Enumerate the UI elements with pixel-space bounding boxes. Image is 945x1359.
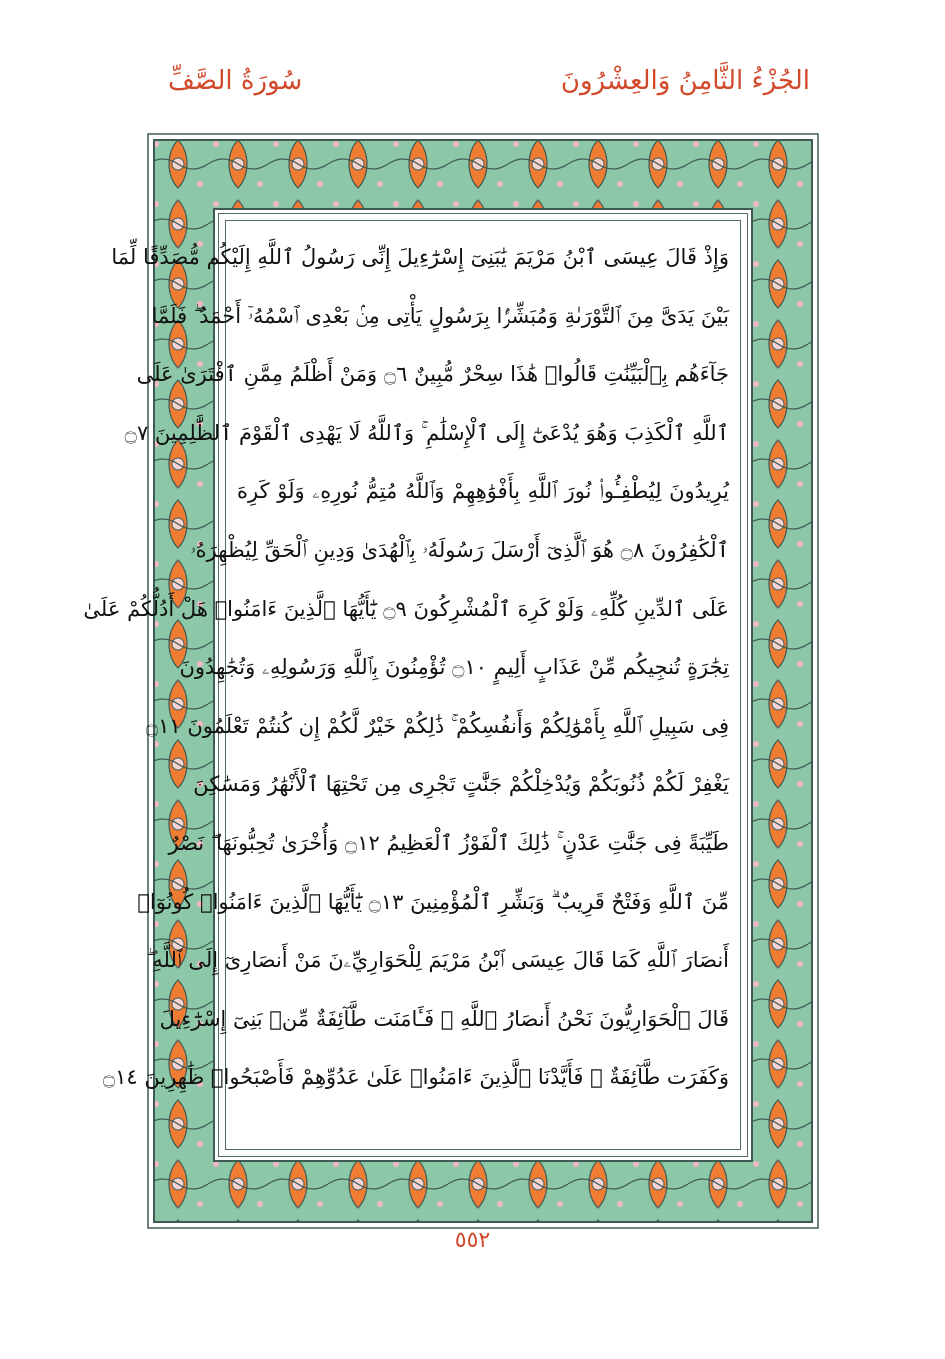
verse-panel [83,213,748,1157]
verse-line: مِّنَ ٱللَّهِ وَفَتْحٌ قَرِيبٌ ۗ وَبَشِّرِ ٱلْمُؤْمِنِينَ ۝١٣ يَٰٓأَيُّهَا ٱلَّذِينَ ءَامَنُوا۟ كُونُوٓا۟ [137,889,729,914]
verse-line: يَغْفِرْ لَكُمْ ذُنُوبَكُمْ وَيُدْخِلْكُمْ جَنَّٰتٍ تَجْرِى مِن تَحْتِهَا ٱلْأَنْهَٰرُ وَمَسَٰكِنَ [193,772,729,797]
verse-line: قَالَ ٱلْحَوَارِيُّونَ نَحْنُ أَنصَارُ ٱللَّهِ ۖ فَـَٔامَنَت طَّآئِفَةٌ مِّنۢ بَنِىٓ إِسْرَٰٓءِيلَ [159,1006,729,1031]
verse-line: يُرِيدُونَ لِيُطْفِـُٔوا۟ نُورَ ٱللَّهِ بِأَفْوَٰهِهِمْ وَٱللَّهُ مُتِمُّ نُورِهِۦ وَلَوْ كَرِهَ [237,479,729,504]
verse-line: فِى سَبِيلِ ٱللَّهِ بِأَمْوَٰلِكُمْ وَأَنفُسِكُمْ ۚ ذَٰلِكُمْ خَيْرٌ لَّكُمْ إِن كُنتُمْ تَعْلَمُونَ ۝١١ [145,713,729,738]
page-number: ٥٥٢ [454,1228,491,1253]
page-header [150,66,810,106]
verse-line: عَلَى ٱلدِّينِ كُلِّهِۦ وَلَوْ كَرِهَ ٱلْمُشْرِكُونَ ۝٩ يَٰٓأَيُّهَا ٱلَّذِينَ ءَامَنُوا۟ هَلْ أَدُلُّكُمْ عَلَىٰ [83,596,729,621]
verse-line: بَيْنَ يَدَىَّ مِنَ ٱلتَّوْرَىٰةِ وَمُبَشِّرًۢا بِرَسُولٍ يَأْتِى مِنۢ بَعْدِى ٱسْمُهُۥٓ أَحْمَدُ ۖ فَلَمَّا [151,303,729,328]
verse-line: ٱلْكَٰفِرُونَ ۝٨ هُوَ ٱلَّذِىٓ أَرْسَلَ رَسُولَهُۥ بِٱلْهُدَىٰ وَدِينِ ٱلْحَقِّ لِيُظْهِرَهُۥ [190,537,729,562]
verse-line: طَيِّبَةً فِى جَنَّٰتِ عَدْنٍ ۚ ذَٰلِكَ ٱلْفَوْزُ ٱلْعَظِيمُ ۝١٢ وَأُخْرَىٰ تُحِبُّونَهَا ۖ نَصْرٌ [168,830,729,855]
verse-line: تِجَٰرَةٍ تُنجِيكُم مِّنْ عَذَابٍ أَلِيمٍ ۝١٠ تُؤْمِنُونَ بِٱللَّهِ وَرَسُولِهِۦ وَتُجَٰهِدُونَ [179,655,729,680]
verse-line: وَإِذْ قَالَ عِيسَى ٱبْنُ مَرْيَمَ يَٰبَنِىٓ إِسْرَٰٓءِيلَ إِنِّى رَسُولُ ٱللَّهِ إِلَيْكُم مُّصَدِّقًا لِّمَا [111,245,729,269]
verse-line: أَنصَارَ ٱللَّهِ كَمَا قَالَ عِيسَى ٱبْنُ مَرْيَمَ لِلْحَوَارِيِّۦنَ مَنْ أَنصَارِىٓ إِلَى ٱللَّهِ ۖ [147,948,729,973]
juz-title: الجُزْءُ الثَّامِنُ وَالعِشْرُونَ [560,66,810,96]
verse-line: ٱللَّهِ ٱلْكَذِبَ وَهُوَ يُدْعَىٰٓ إِلَى ٱلْإِسْلَٰمِ ۚ وَٱللَّهُ لَا يَهْدِى ٱلْقَوْمَ ٱلظَّٰلِمِينَ ۝٧ [124,420,729,445]
verse-line: وَكَفَرَت طَّآئِفَةٌ ۖ فَأَيَّدْنَا ٱلَّذِينَ ءَامَنُوا۟ عَلَىٰ عَدُوِّهِمْ فَأَصْبَحُوا۟ ظَٰهِرِينَ ۝١٤ [102,1065,729,1090]
surah-title: سُورَةُ الصَّفِّ [168,66,303,96]
verse-line: جَآءَهُم بِٱلْبَيِّنَٰتِ قَالُوا۟ هَٰذَا سِحْرٌ مُّبِينٌ ۝٦ وَمَنْ أَظْلَمُ مِمَّنِ ٱفْتَرَىٰ عَلَى [136,362,729,387]
verse-lines [83,228,729,1142]
